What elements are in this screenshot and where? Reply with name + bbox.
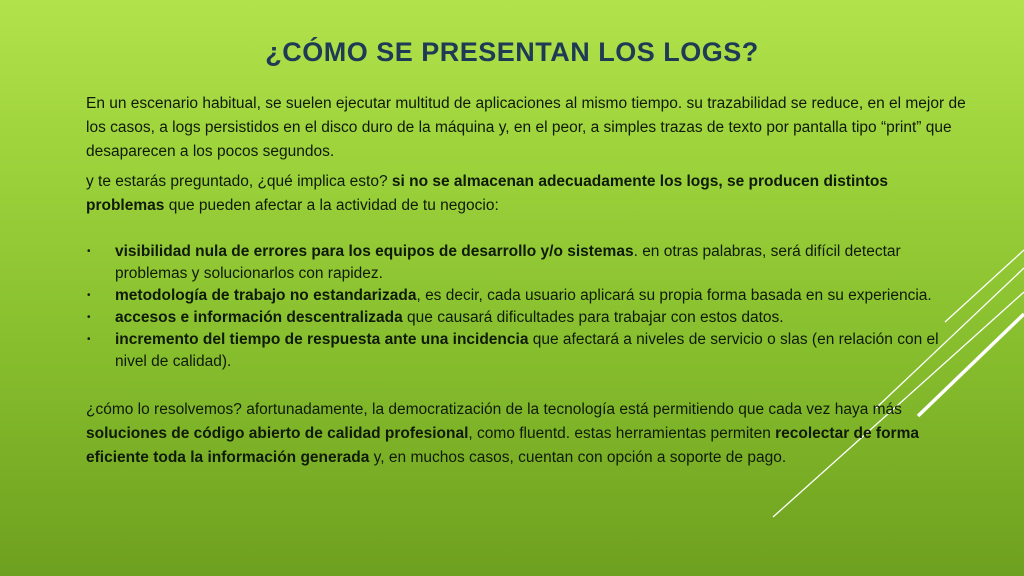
list-item-text: que causará dificultades para trabajar con estos datos.: [402, 309, 784, 326]
solution-text-2: , como fluentd. estas herramientas permiten: [468, 425, 776, 442]
list-item: [86, 285, 966, 307]
solution-paragraph: [86, 398, 966, 470]
list-item-text: , es decir, cada usuario aplicará su propia forma basada en su experiencia.: [416, 287, 932, 304]
list-item-bold: metodología de trabajo no estandarizada: [115, 287, 417, 304]
solution-text-bold-2: recolectar de forma eficiente toda la información generada: [86, 425, 919, 466]
list-item-text: que afectará a niveles de servicio o slas (en relación con el nivel de calidad).: [115, 331, 939, 370]
bullet-icon: •: [87, 290, 91, 301]
problem-list: [86, 241, 966, 373]
slide-content: [86, 92, 966, 470]
intro-paragraph: En un escenario habitual, se suelen ejecutar multitud de aplicaciones al mismo tiempo. su trazabilidad se reduce, en el mejor de los casos, a logs persistidos en el disco duro de la máquina y, en el peor, a simples trazas de texto por pantalla tipo “print” que desaparecen a los pocos segundos.: [86, 95, 966, 160]
list-item: [86, 241, 966, 285]
list-item-bold: incremento del tiempo de respuesta ante una incidencia: [115, 331, 529, 348]
bullet-icon: •: [87, 334, 91, 345]
bullet-icon: •: [87, 246, 91, 257]
solution-text-1: ¿cómo lo resolvemos? afortunadamente, la democratización de la tecnología está permitiendo que cada vez haya más: [86, 401, 902, 418]
problem-text-1: y te estarás preguntado, ¿qué implica esto?: [86, 173, 392, 190]
problem-text-2: que pueden afectar a la actividad de tu negocio:: [164, 197, 499, 214]
list-item-bold: accesos e información descentralizada: [115, 309, 403, 326]
list-item: [86, 307, 966, 329]
list-item-text: . en otras palabras, será difícil detectar problemas y solucionarlos con rapidez.: [115, 243, 901, 282]
list-item: [86, 329, 966, 373]
bullet-icon: •: [87, 312, 91, 323]
solution-text-bold-1: soluciones de código abierto de calidad profesional: [86, 425, 469, 442]
slide-title: ¿CÓMO SE PRESENTAN LOS LOGS?: [265, 37, 759, 67]
problem-paragraph: [86, 170, 966, 218]
solution-text-3: y, en muchos casos, cuentan con opción a soporte de pago.: [369, 449, 787, 466]
list-item-bold: visibilidad nula de errores para los equipos de desarrollo y/o sistemas: [115, 243, 634, 260]
problem-text-bold: si no se almacenan adecuadamente los logs, se producen distintos problemas: [86, 173, 889, 214]
